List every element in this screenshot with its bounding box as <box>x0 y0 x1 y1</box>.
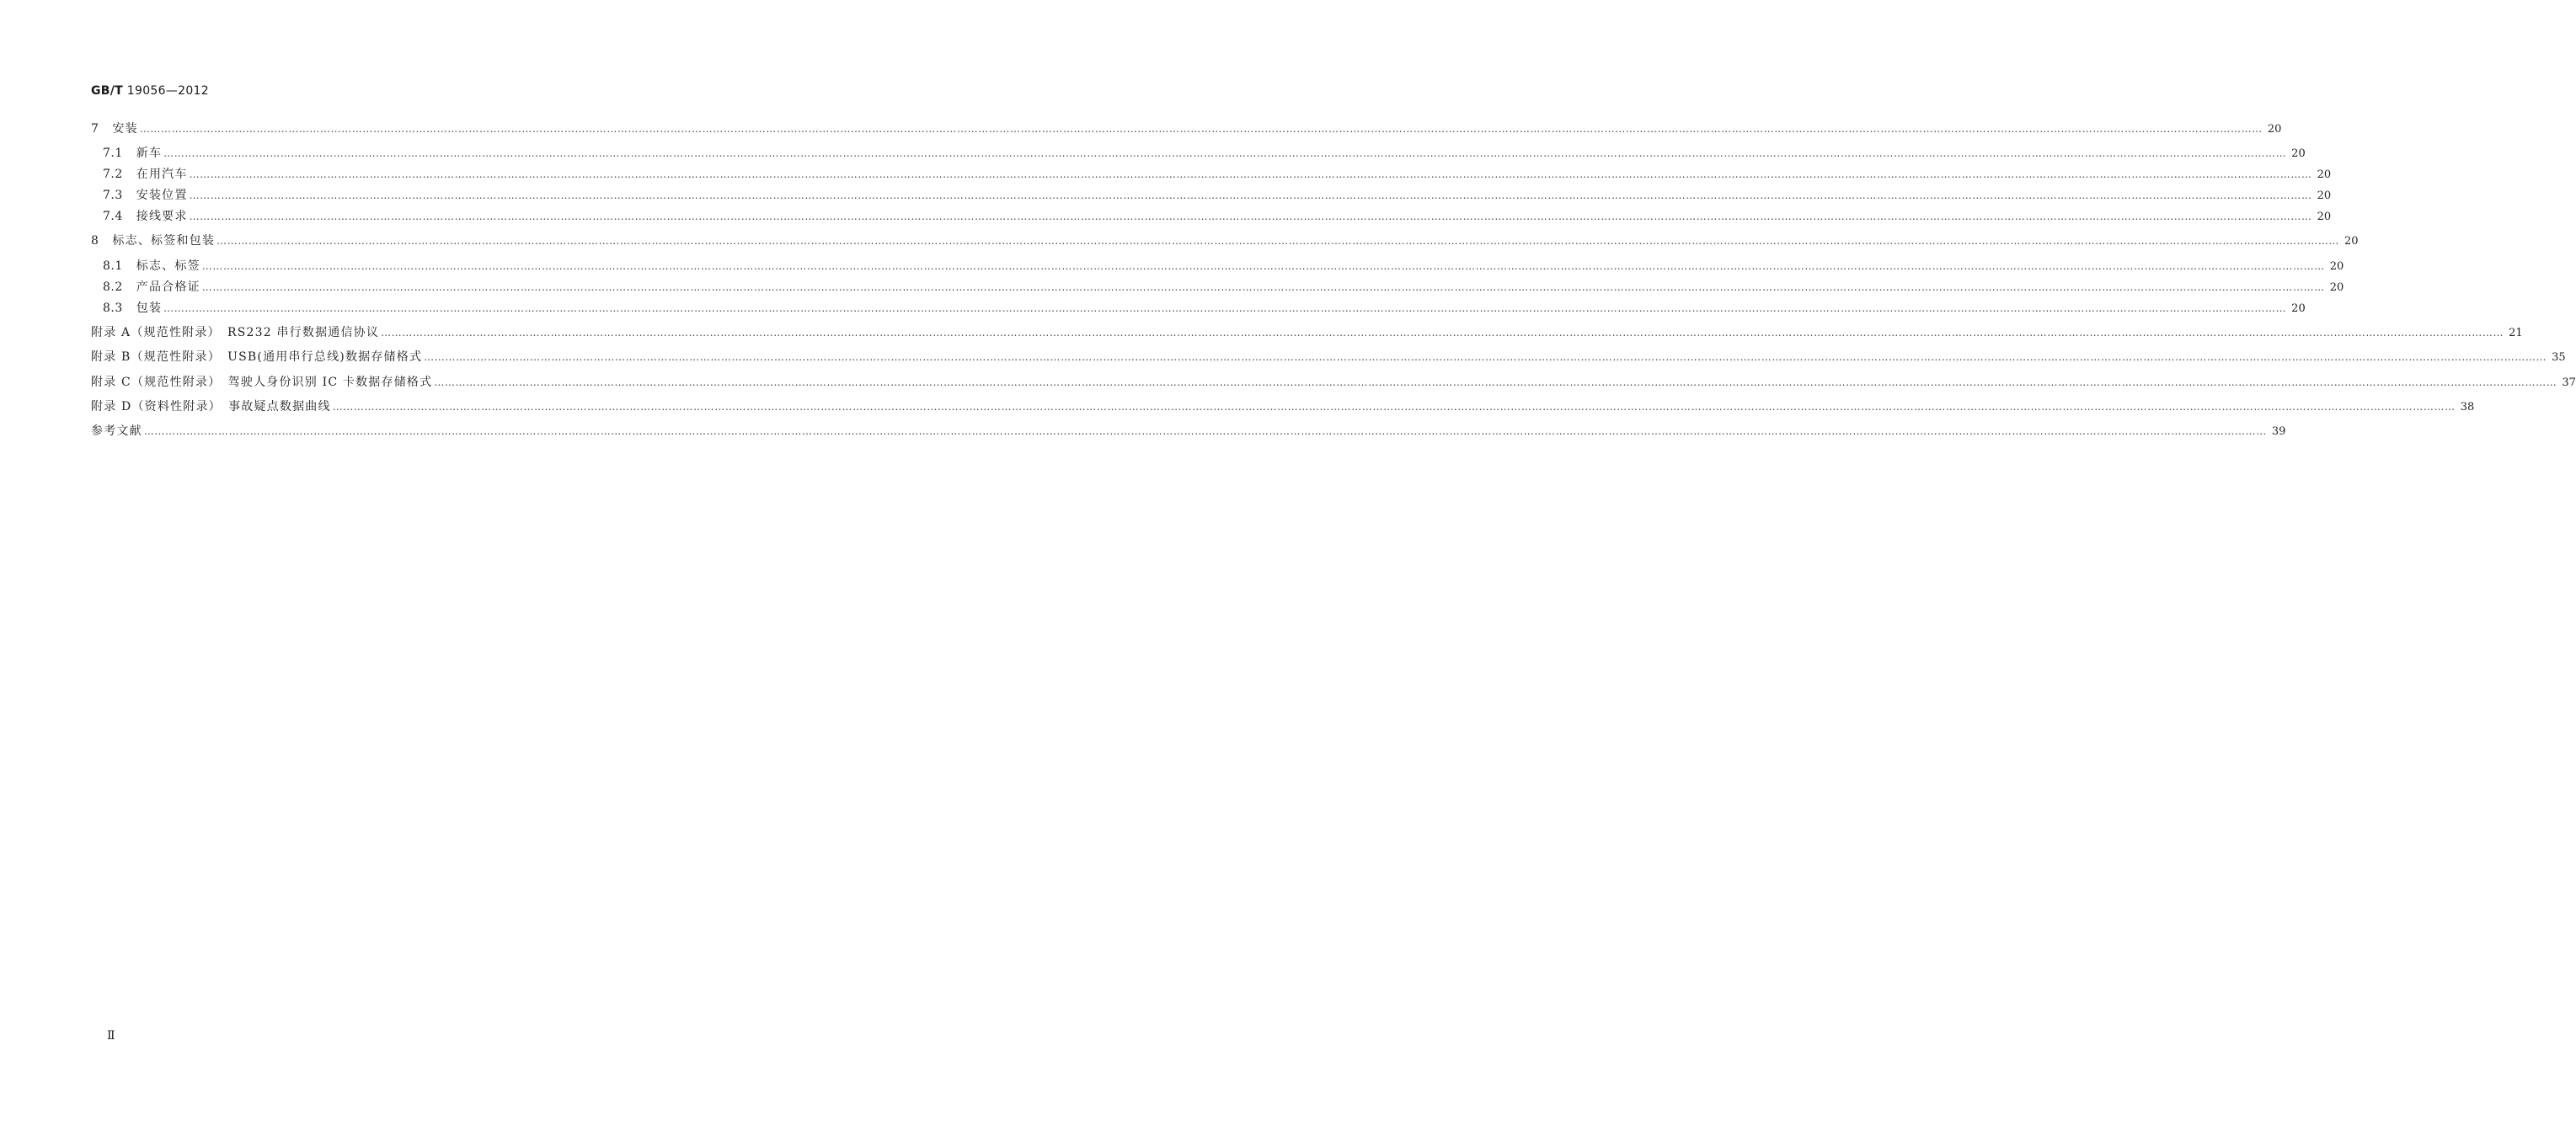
toc-dot-leader: …………………………………………………………………………………………………………………………………………………………………………………………………………………………………………………………………………………………………………………………………………………………………………………………………………………………………………………………………………………………………………………………………………………… <box>139 123 2263 135</box>
toc-dot-leader: …………………………………………………………………………………………………………………………………………………………………………………………………………………………………………………………………………………………………………………………………………………………………………………………………………………………………………………………………………………………………………………………………………………… <box>201 281 2325 293</box>
toc-entry-title: 附录 D（资料性附录） 事故疑点数据曲线 <box>91 400 331 413</box>
toc-entry-number: 8 <box>91 234 99 248</box>
toc-entry-page: 37 <box>2562 376 2576 389</box>
toc-entry[interactable] <box>103 144 2306 163</box>
toc-entry-page: 20 <box>2344 235 2359 248</box>
toc-entry-label <box>103 165 188 184</box>
toc-entry-label <box>103 278 200 296</box>
toc-entry-title: 接线要求 <box>136 210 188 223</box>
standard-number: 19056—2012 <box>126 84 209 98</box>
toc-entry[interactable] <box>91 397 2475 416</box>
toc-entry-page: 20 <box>2267 123 2282 136</box>
toc-entry-page: 20 <box>2317 189 2332 202</box>
toc-dot-leader: …………………………………………………………………………………………………………………………………………………………………………………………………………………………………………………………………………………………………………………………………………………………………………………………………………………………………………………………………………………………………………………………………………………… <box>189 211 2312 222</box>
toc-entry-title: 标志、标签 <box>136 259 200 273</box>
toc-entry-title: 产品合格证 <box>136 280 200 294</box>
toc-entry[interactable] <box>91 348 2566 366</box>
toc-entry-title: 标志、标签和包装 <box>112 234 216 248</box>
toc-entry-page: 20 <box>2317 211 2332 223</box>
toc-entry[interactable] <box>103 278 2344 296</box>
toc-entry-title: 附录 C（规范性附录） 驾驶人身份识别 IC 卡数据存储格式 <box>91 376 433 389</box>
toc-dot-leader: …………………………………………………………………………………………………………………………………………………………………………………………………………………………………………………………………………………………………………………………………………………………………………………………………………………………………………………………………………………………………………………………………………………… <box>332 401 2456 413</box>
toc-entry[interactable] <box>103 186 2332 205</box>
toc-entry-number: 7 <box>91 122 99 136</box>
toc-entry-label <box>103 299 162 317</box>
toc-entry-page: 21 <box>2509 327 2523 339</box>
toc-entry-page: 20 <box>2329 281 2344 294</box>
toc-entry-title: 附录 A（规范性附录） RS232 串行数据通信协议 <box>91 326 380 339</box>
toc-entry[interactable] <box>91 373 2576 392</box>
toc-entry-label <box>91 348 422 366</box>
toc-entry[interactable] <box>103 165 2332 184</box>
toc-dot-leader: …………………………………………………………………………………………………………………………………………………………………………………………………………………………………………………………………………………………………………………………………………………………………………………………………………………………………………………………………………………………………………………………………………………… <box>216 235 2340 247</box>
document-header <box>91 84 209 98</box>
toc-entry-label <box>91 323 379 342</box>
toc-entry-number: 7.1 <box>103 147 123 160</box>
toc-entry[interactable] <box>91 422 2286 440</box>
toc-entry-label <box>91 397 331 416</box>
toc-dot-leader: …………………………………………………………………………………………………………………………………………………………………………………………………………………………………………………………………………………………………………………………………………………………………………………………………………………………………………………………………………………………………………………………………………………… <box>189 189 2312 201</box>
toc-entry-number: 8.3 <box>103 301 123 315</box>
toc-dot-leader: …………………………………………………………………………………………………………………………………………………………………………………………………………………………………………………………………………………………………………………………………………………………………………………………………………………………………………………………………………………………………………………………………………………… <box>163 147 2287 159</box>
toc-entry[interactable] <box>103 207 2332 226</box>
toc-entry-label <box>103 186 188 205</box>
toc-entry-title: 附录 B（规范性附录） USB(通用串行总线)数据存储格式 <box>91 350 423 364</box>
toc-entry-number: 8.2 <box>103 280 123 294</box>
toc-entry-label <box>91 120 138 138</box>
toc-dot-leader: …………………………………………………………………………………………………………………………………………………………………………………………………………………………………………………………………………………………………………………………………………………………………………………………………………………………………………………………………………………………………………………………………………………… <box>143 425 2267 437</box>
toc-dot-leader: …………………………………………………………………………………………………………………………………………………………………………………………………………………………………………………………………………………………………………………………………………………………………………………………………………………………………………………………………………………………………………………………………………………… <box>424 351 2547 363</box>
toc-entry-label <box>91 232 215 250</box>
toc-entry[interactable] <box>103 299 2306 317</box>
toc-entry-label <box>91 422 142 440</box>
toc-entry-number: 7.3 <box>103 189 123 202</box>
toc-dot-leader: …………………………………………………………………………………………………………………………………………………………………………………………………………………………………………………………………………………………………………………………………………………………………………………………………………………………………………………………………………………………………………………………………………………… <box>163 302 2287 314</box>
toc-entry-label <box>91 373 432 392</box>
toc-entry-title: 新车 <box>136 147 163 160</box>
toc-entry-page: 20 <box>2291 302 2306 315</box>
toc-entry-title: 安装位置 <box>136 189 188 202</box>
toc-entry-title: 安装 <box>112 122 138 136</box>
toc-entry-number: 7.2 <box>103 168 123 181</box>
toc-entry[interactable] <box>103 257 2344 275</box>
page-number: Ⅱ <box>107 1029 115 1043</box>
toc-entry-label <box>103 207 188 226</box>
toc-entry-page: 20 <box>2317 168 2332 181</box>
toc-entry-number: 8.1 <box>103 259 123 273</box>
toc-dot-leader: …………………………………………………………………………………………………………………………………………………………………………………………………………………………………………………………………………………………………………………………………………………………………………………………………………………………………………………………………………………………………………………………………………………… <box>189 168 2312 180</box>
toc-entry-title: 参考文献 <box>91 424 142 438</box>
toc-dot-leader: …………………………………………………………………………………………………………………………………………………………………………………………………………………………………………………………………………………………………………………………………………………………………………………………………………………………………………………………………………………………………………………………………………………… <box>434 376 2557 388</box>
toc-entry[interactable] <box>91 323 2523 342</box>
toc-entry-label <box>103 257 200 275</box>
standard-prefix: GB/T <box>91 84 124 98</box>
toc-entry[interactable] <box>91 232 2359 250</box>
toc-entry-title: 在用汽车 <box>136 168 188 181</box>
toc-entry[interactable] <box>91 120 2282 138</box>
toc-entry-label <box>103 144 162 163</box>
toc-entry-page: 35 <box>2552 351 2566 364</box>
toc-entry-page: 20 <box>2329 260 2344 273</box>
toc-entry-number: 7.4 <box>103 210 123 223</box>
toc-entry-page: 20 <box>2291 147 2306 160</box>
toc-entry-page: 38 <box>2460 401 2475 413</box>
toc-entry-title: 包装 <box>136 301 163 315</box>
toc-entry-page: 39 <box>2271 425 2286 438</box>
toc-dot-leader: …………………………………………………………………………………………………………………………………………………………………………………………………………………………………………………………………………………………………………………………………………………………………………………………………………………………………………………………………………………………………………………………………………………… <box>381 327 2504 339</box>
toc-dot-leader: …………………………………………………………………………………………………………………………………………………………………………………………………………………………………………………………………………………………………………………………………………………………………………………………………………………………………………………………………………………………………………………………………………………… <box>201 260 2325 272</box>
